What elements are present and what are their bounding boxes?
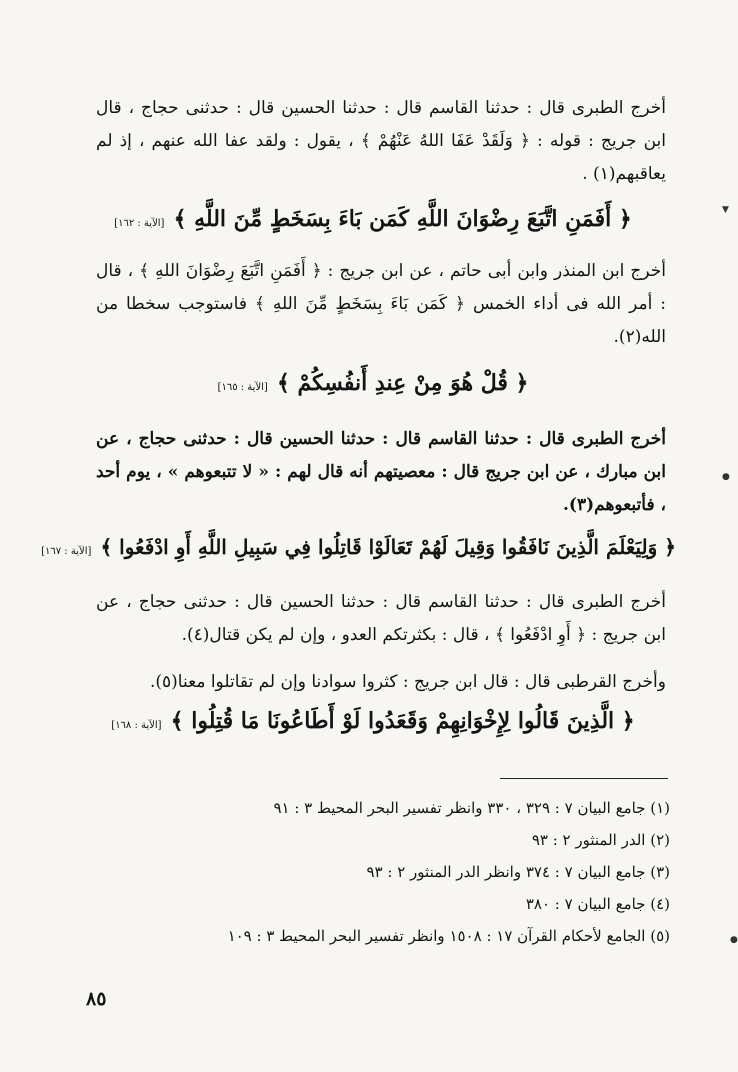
verse-167 (41, 535, 676, 559)
footnote-4: (٤) جامع البيان ٧ : ٣٨٠ (525, 895, 670, 913)
verse-165 (70, 370, 676, 396)
page-number: ٨٥ (86, 988, 107, 1010)
verse-reference: [الآية : ١٦٧] (41, 546, 92, 557)
footnotes (150, 792, 670, 952)
paragraph-4: أخرج الطبرى قال : حدثنا القاسم قال : حدثنا الحسين قال : حدثنى حجاج ، عن ابن جريج : ﴿ أَوِ ادْفَعُوا ﴾ ، قال : بكثرتكم العدو ، وإن لم يكن قتال(٤). (96, 592, 666, 645)
verse-reference: [الآية : ١٦٨] (111, 720, 162, 731)
paragraph-2: أخرج ابن المنذر وابن أبى حاتم ، عن ابن جريج : ﴿ أَفَمَنِ اتَّبَعَ رِضْوَانَ اللهِ ﴾ ، قال : أمر الله فى أداء الخمس ﴿ كَمَن بَاءَ بِسَخَطٍ مِّنَ اللهِ ﴾ فاستوجب سخطا من الله(٢). (96, 261, 666, 347)
verse-text: ﴿ أَفَمَنِ اتَّبَعَ رِضْوَانَ اللَّهِ كَمَن بَاءَ بِسَخَطٍ مِّنَ اللَّهِ ﴾ (173, 206, 632, 232)
footnote-2: (٢) الدر المنثور ٢ : ٩٣ (531, 831, 670, 849)
verse-text: ﴿ الَّذِينَ قَالُوا لِإِخْوَانِهِمْ وَقَعَدُوا لَوْ أَطَاعُونَا مَا قُتِلُوا ﴾ (170, 708, 635, 734)
margin-mark: ● (722, 472, 730, 482)
footnote-3: (٣) جامع البيان ٧ : ٣٧٤ وانظر الدر المنثور ٢ : ٩٣ (366, 863, 670, 881)
paragraph-5: وأخرج القرطبى قال : قال ابن جريج : كثروا سوادنا وإن لم تقاتلوا معنا(٥). (149, 672, 666, 692)
footnote-divider (500, 778, 668, 779)
paragraph-1: أخرج الطبرى قال : حدثنا القاسم قال : حدثنا الحسين قال : حدثنى حجاج ، قال ابن جريج : قوله : ﴿ وَلَقَدْ عَفَا اللهُ عَنْهُمْ ﴾ ، يقول : ولقد عفا الله عنهم ، إذ لم يعاقبهم(١) . (96, 98, 666, 184)
verse-reference: [الآية : ١٦٥] (217, 382, 268, 393)
verse-168 (70, 708, 676, 734)
footnote-1: (١) جامع البيان ٧ : ٣٢٩ ، ٣٣٠ وانظر تفسير البحر المحيط ٣ : ٩١ (273, 799, 670, 817)
margin-mark: ▼ (722, 205, 729, 215)
verse-reference: [الآية : ١٦٢] (114, 218, 165, 229)
verse-text: ﴿ وَلِيَعْلَمَ الَّذِينَ نَافَقُوا وَقِيلَ لَهُمْ تَعَالَوْا قَاتِلُوا فِي سَبِيلِ اللَّهِ أَوِ ادْفَعُوا ﴾ (100, 535, 676, 559)
margin-mark: ● (730, 935, 738, 945)
verse-162 (70, 206, 676, 232)
paragraph-3: أخرج الطبرى قال : حدثنا القاسم قال : حدثنا الحسين قال : حدثنى حجاج ، عن ابن مبارك ، عن ابن جريج قال : معصيتهم أنه قال لهم : « لا تتبعوهم » ، يوم أحد ، فأتبعوهم(٣). (96, 429, 666, 515)
footnote-5: (٥) الجامع لأحكام القرآن ١٧ : ١٥٠٨ وانظر تفسير البحر المحيط ٣ : ١٠٩ (227, 927, 670, 945)
verse-text: ﴿ قُلْ هُوَ مِنْ عِندِ أَنفُسِكُمْ ﴾ (276, 370, 529, 396)
